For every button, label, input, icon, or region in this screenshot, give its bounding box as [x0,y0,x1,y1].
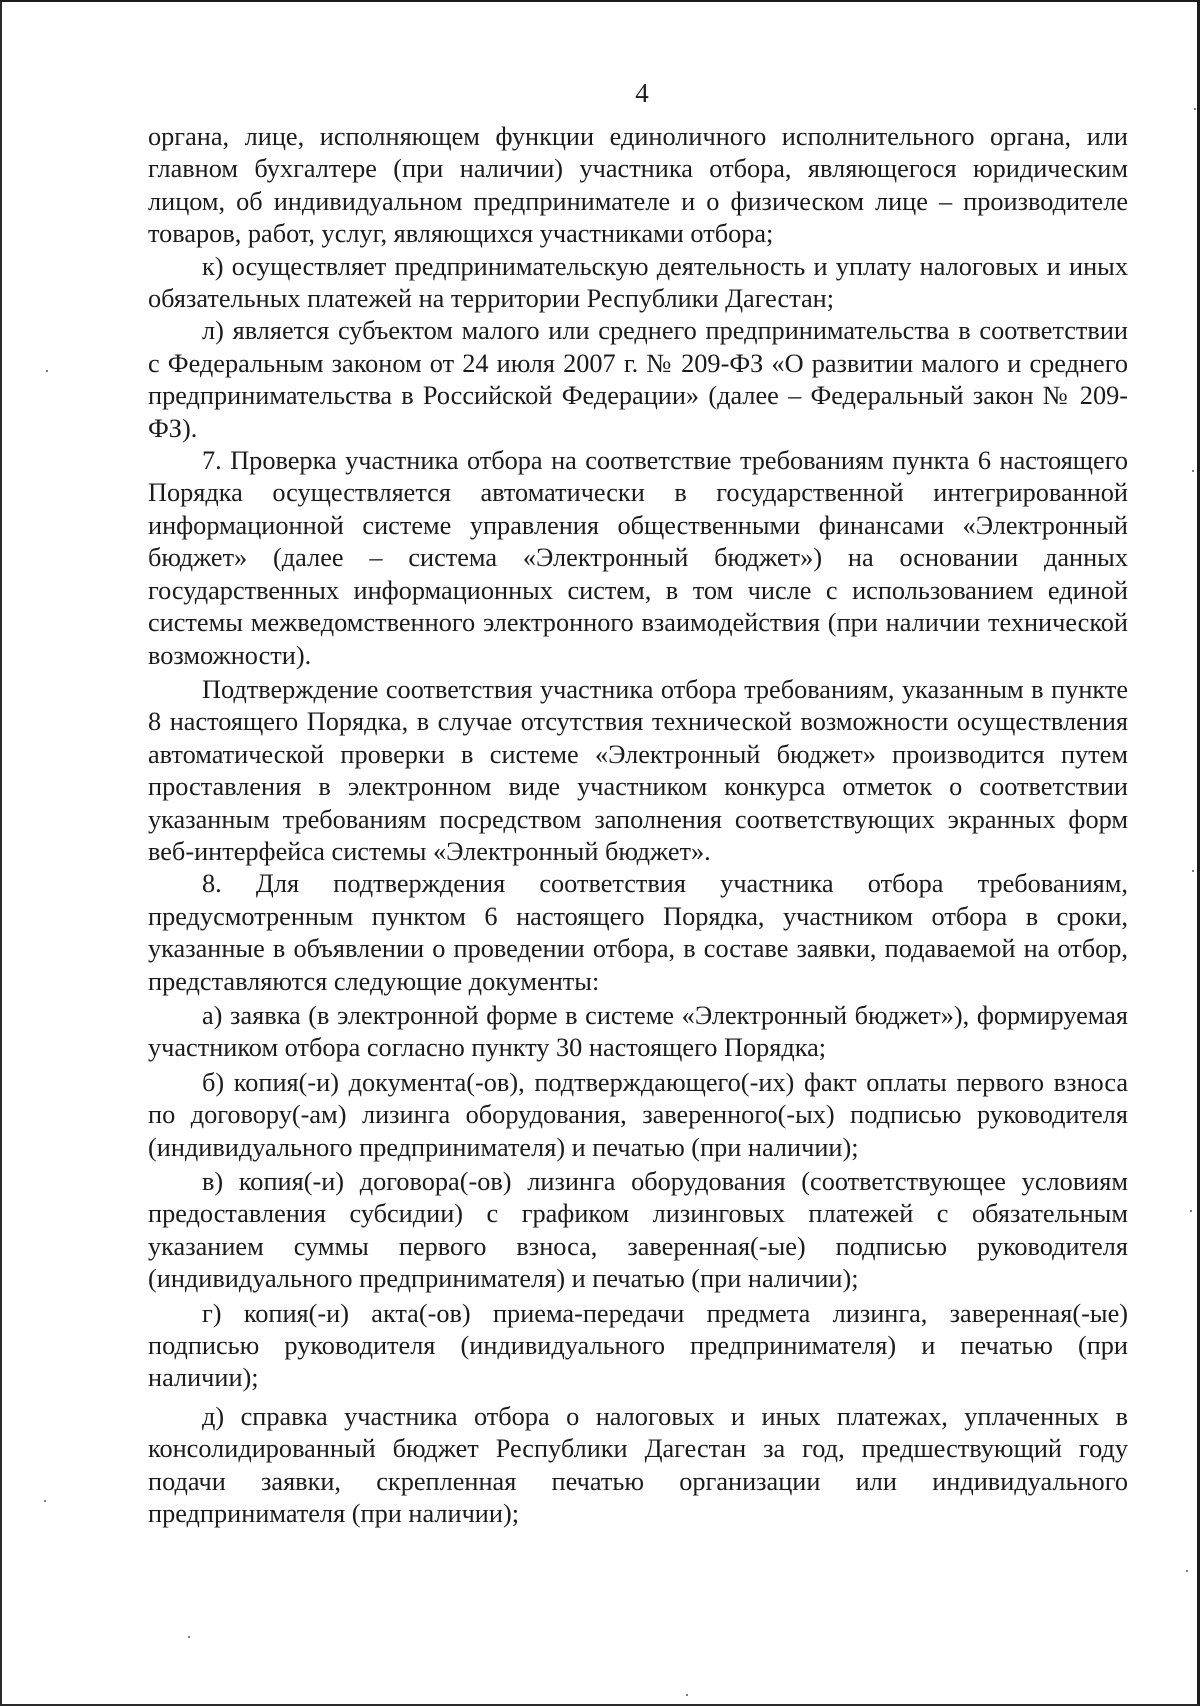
document-body [148,121,1128,1530]
paragraph-item-a: а) заявка (в электронной форме в системе «Электронный бюджет»), формируемая участником отбора согласно пункту 30 настоящего Порядка; [148,1000,1128,1063]
scan-speck [46,370,48,372]
scan-speck [1194,108,1196,110]
paragraph-continuation: органа, лице, исполняющем функции единоличного исполнительного органа, или главном бухгалтере (при наличии) участника отбора, являющегося юридическим лицом, об индивидуальном предпринимателе и о физическом лице – производителе товаров, работ, услуг, являющихся участниками отбора; [148,122,1128,249]
paragraph-item-k: к) осуществляет предпринимательскую деятельность и уплату налоговых и иных обязательных платежей на территории Республики Дагестан; [148,251,1128,314]
scan-speck [686,1694,688,1696]
paragraph-clause-8: 8. Для подтверждения соответствия участника отбора требованиям, предусмотренным пунктом 6 настоящего Порядка, участником отбора в сроки, указанные в объявлении о проведении отбора, в составе заявки, подаваемой на отбор, представляются следующие документы: [148,869,1128,996]
paragraph-item-v: в) копия(-и) договора(-ов) лизинга оборудования (соответствующее условиям предоставления субсидии) с графиком лизинговых платежей с обязательным указанием суммы первого взноса, заверенная(-ые) подписью руководителя (индивидуального предпринимателя) и печатью (при наличии); [148,1167,1128,1294]
paragraph-item-b: б) копия(-и) документа(-ов), подтверждающего(-их) факт оплаты первого взноса по договору(-ам) лизинга оборудования, заверенного(-ых) подписью руководителя (индивидуального предпринимателя) и печатью (при наличии); [148,1067,1128,1162]
paragraph-item-g: г) копия(-и) акта(-ов) приема-передачи предмета лизинга, заверенная(-ые) подписью руководителя (индивидуального предпринимателя) и печатью (при наличии); [148,1298,1128,1393]
paragraph-item-d: д) справка участника отбора о налоговых и иных платежах, уплаченных в консолидированный бюджет Республики Дагестан за год, предшествующий году подачи заявки, скрепленная печатью организации или индивидуального предпринимателя (при наличии); [148,1401,1128,1529]
paragraph-confirmation: Подтверждение соответствия участника отбора требованиям, указанным в пункте 8 настоящего Порядка, в случае отсутствия технической возможности осуществления автоматической проверки в системе «Электронный бюджет» производится путем проставления в электронном виде участником конкурса отметок о соответствии указанным требованиям посредством заполнения соответствующих экранных форм веб-интерфейса системы «Электронный бюджет». [148,674,1128,866]
scan-speck [44,1500,46,1502]
scan-speck [1192,470,1194,472]
scan-speck [1186,1570,1188,1572]
scan-speck [1190,1210,1192,1212]
scan-speck [1192,870,1194,872]
scan-speck [188,1636,190,1638]
paragraph-item-l: л) является субъектом малого или среднего предпринимательства в соответствии с Федеральным законом от 24 июля 2007 г. № 209-ФЗ «О развитии малого и среднего предпринимательства в Российской Федерации» (далее – Федеральный закон № 209-ФЗ). [148,316,1128,443]
paragraph-clause-7: 7. Проверка участника отбора на соответствие требованиям пункта 6 настоящего Порядка осуществляется автоматически в государственной интегрированной информационной системе управления общественными финансами «Электронный бюджет» (далее – система «Электронный бюджет») на основании данных государственных информационных систем, в том числе с использованием единой системы межведомственного электронного взаимодействия (при наличии технической возможности). [148,446,1128,670]
page-number: 4 [635,78,649,108]
